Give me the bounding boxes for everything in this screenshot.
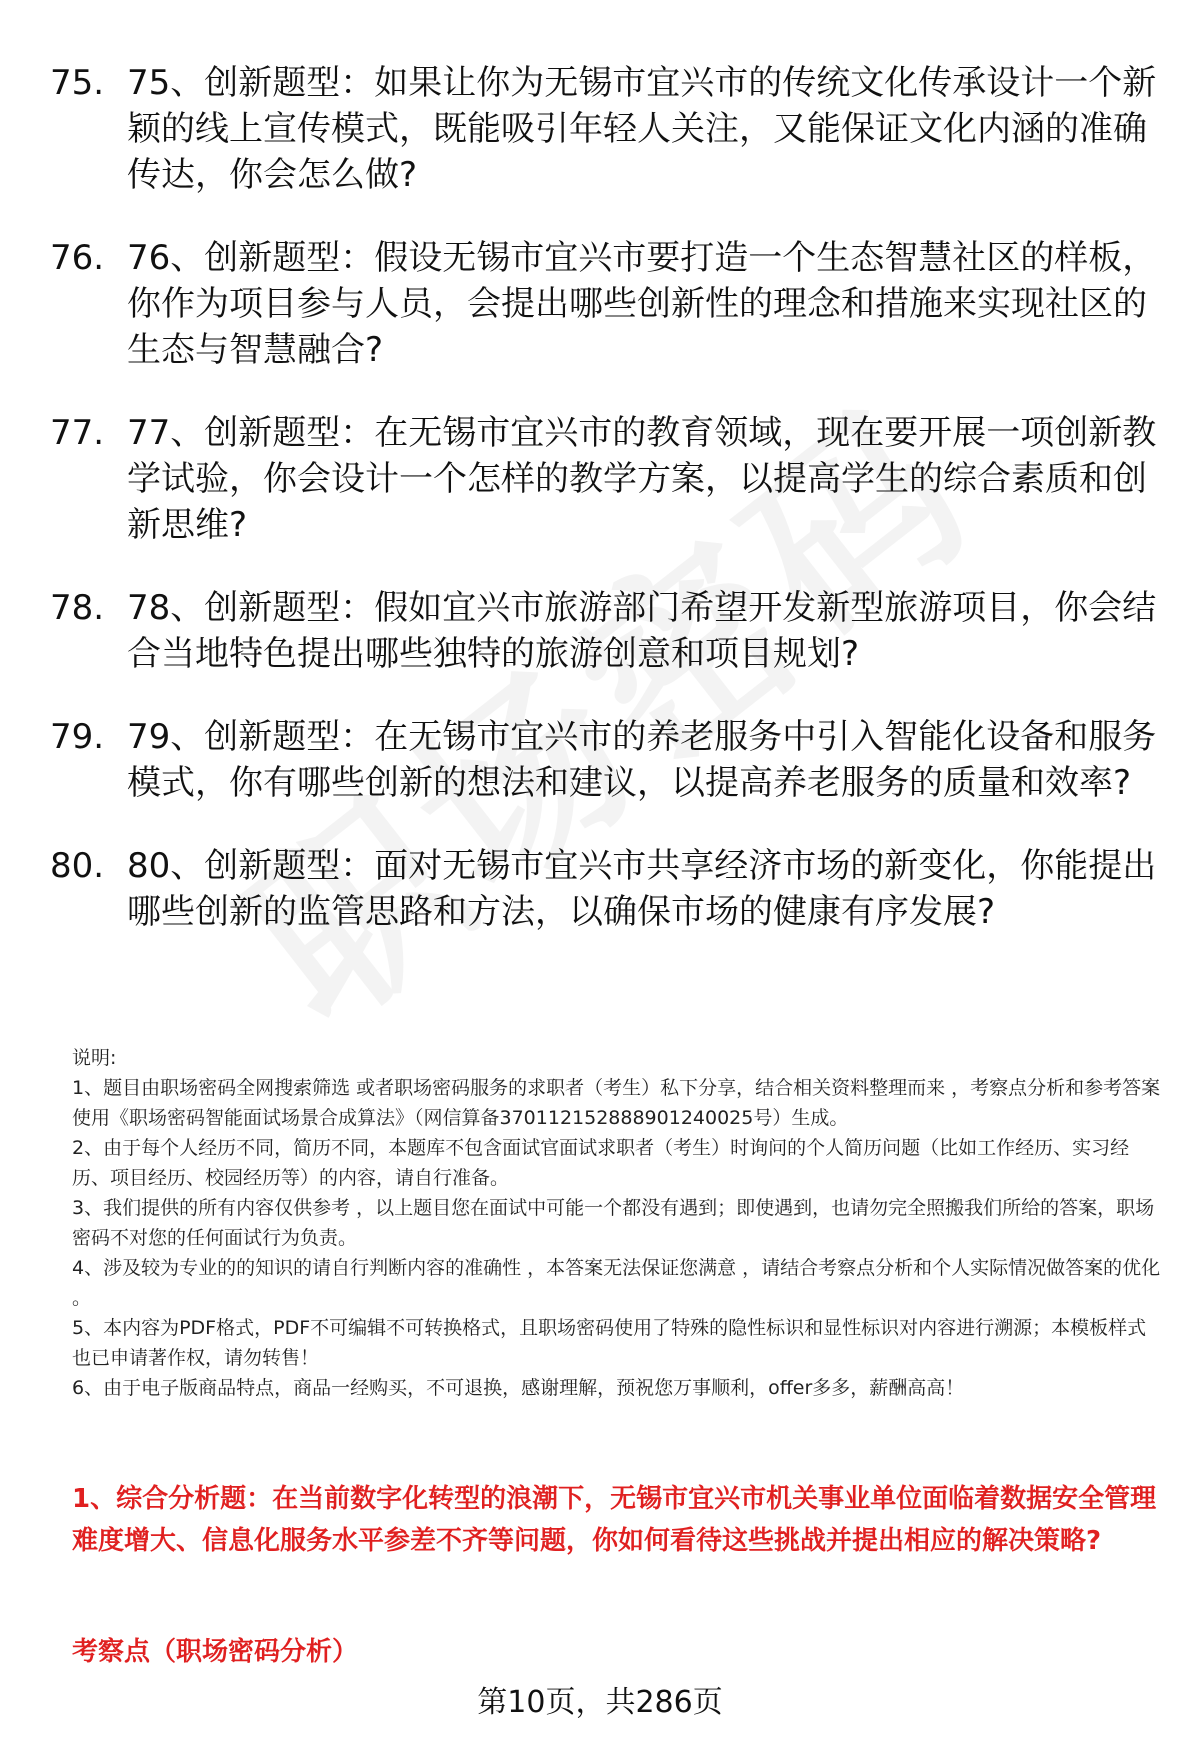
analysis-question: 1、综合分析题：在当前数字化转型的浪潮下，无锡市宜兴市机关事业单位面临着数据安全管理难度增大、信息化服务水平参差不齐等问题，你如何看待这些挑战并提出相应的解决策略?	[72, 1484, 1157, 1556]
question-text: 75、创新题型：如果让你为无锡市宜兴市的传统文化传承设计一个新颖的线上宣传模式，既能吸引年轻人关注，又能保证文化内涵的准确传达，你会怎么做?	[127, 63, 1157, 195]
question-text: 78、创新题型：假如宜兴市旅游部门希望开发新型旅游项目，你会结合当地特色提出哪些独特的旅游创意和项目规划?	[127, 588, 1157, 674]
question-number: 75.	[50, 63, 105, 103]
page-number: 第10页，共286页	[477, 1685, 723, 1720]
question-item	[50, 843, 1160, 935]
question-number: 77.	[50, 413, 105, 453]
note-item: 2、由于每个人经历不同，简历不同，本题库不包含面试官面试求职者（考生）时询问的个人简历问题（比如工作经历、实习经历、项目经历、校园经历等）的内容，请自行准备。	[72, 1137, 1130, 1189]
question-text: 79、创新题型：在无锡市宜兴市的养老服务中引入智能化设备和服务模式，你有哪些创新的想法和建议，以提高养老服务的质量和效率?	[127, 717, 1157, 803]
question-item	[50, 585, 1160, 677]
note-item: 4、涉及较为专业的的知识的请自行判断内容的准确性 ，本答案无法保证您满意 ，请结合考察点分析和个人实际情况做答案的优化 。	[72, 1257, 1161, 1309]
note-item: 3、我们提供的所有内容仅供参考 ，以上题目您在面试中可能一个都没有遇到；即使遇到，也请勿完全照搬我们所给的答案，职场密码不对您的任何面试行为负责。	[72, 1197, 1155, 1249]
notes-title: 说明:	[72, 1047, 117, 1069]
question-item	[50, 410, 1160, 548]
question-text: 80、创新题型：面对无锡市宜兴市共享经济市场的新变化，你能提出哪些创新的监管思路和方法，以确保市场的健康有序发展?	[127, 846, 1157, 932]
question-number: 80.	[50, 846, 105, 886]
question-text: 76、创新题型：假设无锡市宜兴市要打造一个生态智慧社区的样板，你作为项目参与人员，会提出哪些创新性的理念和措施来实现社区的生态与智慧融合?	[127, 238, 1157, 370]
analysis-heading: 考察点（职场密码分析）	[72, 1637, 359, 1667]
note-item: 1、题目由职场密码全网搜索筛选 或者职场密码服务的求职者（考生）私下分享，结合相关资料整理而来 ，考察点分析和参考答案使用《职场密码智能面试场景合成算法》（网信算备370112152888901240025号）生成。	[72, 1077, 1161, 1129]
question-number: 78.	[50, 588, 105, 628]
question-list	[50, 60, 1160, 972]
question-text: 77、创新题型：在无锡市宜兴市的教育领域，现在要开展一项创新教学试验，你会设计一个怎样的教学方案，以提高学生的综合素质和创新思维?	[127, 413, 1157, 545]
question-number: 76.	[50, 238, 105, 278]
question-item	[50, 235, 1160, 373]
notes-section	[72, 1043, 1162, 1403]
note-item: 5、本内容为PDF格式，PDF不可编辑不可转换格式，且职场密码使用了特殊的隐性标识和显性标识对内容进行溯源；本模板样式也已申请著作权，请勿转售！	[72, 1317, 1147, 1369]
question-item	[50, 60, 1160, 198]
note-item: 6、由于电子版商品特点，商品一经购买，不可退换，感谢理解，预祝您万事顺利，offer多多，薪酬高高！	[72, 1377, 965, 1399]
question-number: 79.	[50, 717, 105, 757]
question-item	[50, 714, 1160, 806]
